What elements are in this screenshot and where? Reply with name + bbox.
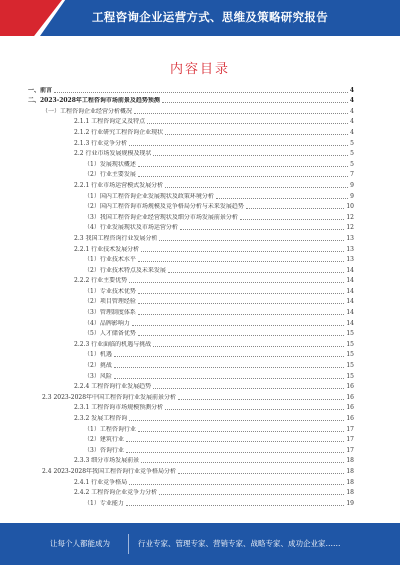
toc-entry-label: 2.2.4 工程咨询行业发展趋势 — [74, 383, 152, 391]
toc-leader-dots — [147, 123, 348, 124]
toc-entry-label: 2.1.2 行业研究工程咨询企业现状 — [74, 128, 164, 136]
toc-leader-dots — [138, 293, 345, 294]
toc-leader-dots — [141, 462, 344, 463]
toc-leader-dots — [132, 325, 345, 326]
toc-entry-page: 12 — [346, 213, 354, 221]
toc-entry-label: 2.2.2 行业主要优势 — [74, 277, 128, 285]
toc-entry-label: 2.2 行业市场发展规模及现状 — [74, 150, 152, 158]
toc-leader-dots — [159, 494, 344, 495]
toc-entry-label: 2.3.1 工程咨询市场规模预测分析 — [74, 404, 164, 412]
toc-entry[interactable] — [28, 179, 354, 190]
toc-entry[interactable] — [28, 222, 354, 233]
toc-entry-page: 15 — [346, 351, 354, 359]
toc-entry[interactable] — [28, 211, 354, 222]
toc-entry-label: （3）管理制度体系 — [84, 309, 136, 317]
toc-entry-label: （3）风险 — [84, 372, 112, 380]
toc-entry-page: 5 — [350, 139, 354, 147]
toc-entry-page: 16 — [346, 404, 354, 412]
toc-leader-dots — [129, 484, 344, 485]
toc-entry[interactable] — [28, 402, 354, 413]
toc-entry-label: （3）我国工程咨询企业经营现状及细分市场发展前景分析 — [84, 213, 238, 221]
toc-entry[interactable] — [28, 190, 354, 201]
toc-entry-label: （一）工程咨询企业经营分析概况 — [42, 107, 133, 115]
toc-entry-page: 15 — [346, 330, 354, 338]
toc-entry-label: 2.2.1 行业技术发展分析 — [74, 245, 140, 253]
toc-entry-page: 5 — [350, 160, 354, 168]
toc-leader-dots — [114, 378, 345, 379]
toc-leader-dots — [138, 335, 345, 336]
toc-entry[interactable] — [28, 126, 354, 137]
toc-entry-label: （3）咨询行业 — [84, 446, 124, 454]
toc-entry-page: 4 — [350, 107, 354, 115]
toc-leader-dots — [138, 303, 345, 304]
toc-entry-page: 18 — [346, 457, 354, 465]
toc-entry-page: 7 — [350, 171, 354, 179]
toc-entry-label: 2.4 2023-2028年我国工程咨询行业竞争格局分析 — [42, 467, 177, 475]
toc-entry-page: 14 — [346, 309, 354, 317]
toc-leader-dots — [141, 251, 344, 252]
toc-entry-label: 2.2.3 行业面临的机遇与挑战 — [74, 340, 152, 348]
toc-entry-page: 9 — [350, 192, 354, 200]
toc-entry[interactable] — [28, 349, 354, 360]
toc-leader-dots — [138, 261, 345, 262]
toc-entry-page: 15 — [346, 362, 354, 370]
toc-leader-dots — [138, 431, 345, 432]
toc-entry-page: 19 — [346, 499, 354, 507]
toc-entry[interactable] — [28, 201, 354, 212]
toc-entry[interactable] — [28, 169, 354, 180]
toc-entry[interactable] — [28, 148, 354, 159]
toc-entry-label: （2）行业技术特点及未来发展 — [84, 266, 166, 274]
report-title: 工程咨询企业运营方式、思维及策略研究报告 — [92, 10, 328, 24]
report-header — [0, 0, 400, 36]
toc-leader-dots — [240, 219, 345, 220]
toc-leader-dots — [129, 145, 348, 146]
toc-leader-dots — [134, 113, 348, 114]
toc-entry-label: 2.1.3 行业竞争分析 — [74, 139, 128, 147]
toc-entry-page: 16 — [346, 393, 354, 401]
toc-entry[interactable] — [28, 296, 354, 307]
toc-entry-label: 2.3 我国工程咨询行业发展分析 — [74, 234, 158, 242]
toc-entry[interactable] — [28, 465, 354, 476]
toc-entry-label: （5）人才储备优势 — [84, 330, 136, 338]
toc-leader-dots — [165, 134, 348, 135]
toc-entry[interactable] — [28, 285, 354, 296]
toc-entry-page: 13 — [346, 256, 354, 264]
toc-entry[interactable] — [28, 95, 354, 106]
toc-leader-dots — [153, 388, 344, 389]
footer-banner — [0, 523, 400, 565]
toc-entry-page: 18 — [346, 489, 354, 497]
toc-entry[interactable] — [28, 116, 354, 127]
toc-leader-dots — [114, 356, 345, 357]
toc-entry-page: 9 — [350, 181, 354, 189]
toc-leader-dots — [246, 208, 345, 209]
toc-leader-dots — [138, 166, 348, 167]
toc-leader-dots — [153, 155, 348, 156]
toc-entry[interactable] — [28, 264, 354, 275]
toc-entry[interactable] — [28, 497, 354, 508]
toc-entry-page: 18 — [346, 478, 354, 486]
toc-leader-dots — [159, 240, 344, 241]
toc-entry-page: 17 — [346, 436, 354, 444]
toc-entry-page: 4 — [350, 128, 354, 136]
toc-entry-label: 二、2023-2028年工程咨询市场前景及趋势预测 — [28, 97, 160, 105]
toc-entry-page: 4 — [350, 118, 354, 126]
toc-entry-label: （1）专业能力 — [84, 499, 124, 507]
toc-entry-label: （2）项目管理经验 — [84, 298, 136, 306]
toc-entry-label: 2.4.1 行业竞争格局 — [74, 478, 128, 486]
toc-leader-dots — [129, 420, 344, 421]
toc-entry[interactable] — [28, 370, 354, 381]
toc-leader-dots — [126, 505, 345, 506]
toc-entry-label: 2.4.2 工程咨询企业竞争力分析 — [74, 489, 158, 497]
toc-entry[interactable] — [28, 412, 354, 423]
toc-entry-page: 4 — [349, 97, 354, 105]
footer-slogan-right: 行业专家、管理专家、营销专家、战略专家、成功企业家…… — [138, 539, 341, 548]
toc-entry-page: 14 — [346, 266, 354, 274]
toc-entry-page: 17 — [346, 446, 354, 454]
toc-entry-label: （1）专业技术优势 — [84, 287, 136, 295]
toc-entry-label: （2）国内工程咨询市场规模及竞争格局分析与未来发展趋势 — [84, 203, 244, 211]
toc-leader-dots — [165, 187, 348, 188]
toc-entry[interactable] — [28, 243, 354, 254]
toc-entry-label: （2）行业主要发展 — [84, 171, 136, 179]
toc-entry[interactable] — [28, 306, 354, 317]
toc-entry-page: 13 — [346, 245, 354, 253]
toc-entry[interactable] — [28, 391, 354, 402]
toc-entry[interactable] — [28, 84, 354, 95]
toc-entry[interactable] — [28, 434, 354, 445]
toc-entry-page: 14 — [346, 287, 354, 295]
toc-entry-page: 14 — [346, 319, 354, 327]
toc-leader-dots — [129, 282, 344, 283]
toc-heading: 内容目录 — [169, 62, 230, 77]
toc-entry-page: 13 — [346, 234, 354, 242]
toc-leader-dots — [178, 399, 344, 400]
toc-entry-label: （2）建筑行业 — [84, 436, 124, 444]
toc-entry-label: （1）国内工程咨询企业发展现状及政策环境分析 — [84, 192, 214, 200]
toc-leader-dots — [165, 409, 344, 410]
toc-entry-page: 5 — [350, 150, 354, 158]
toc-entry-label: （4）行业发展现状及市场运营分析 — [84, 224, 178, 232]
toc-entry-label: （1）行业技术水平 — [84, 256, 136, 264]
footer-slogan-left: 让每个人都能成为 — [50, 539, 110, 548]
toc-entry[interactable] — [28, 105, 354, 116]
toc-entry-page: 17 — [346, 425, 354, 433]
toc-entry-label: 2.3.3 细分市场发展前景 — [74, 457, 140, 465]
toc-entry-page: 15 — [346, 340, 354, 348]
toc-leader-dots — [114, 367, 345, 368]
toc-leader-dots — [138, 314, 345, 315]
toc-entry-label: 一、前言 — [28, 86, 53, 94]
toc-entry-page: 16 — [346, 415, 354, 422]
toc-entry[interactable] — [28, 444, 354, 455]
toc-entry-label: （2）挑战 — [84, 362, 112, 370]
toc-entry-page: 14 — [346, 298, 354, 306]
toc-entry[interactable] — [28, 317, 354, 328]
toc-leader-dots — [126, 452, 345, 453]
toc-entry-page: 12 — [346, 224, 354, 232]
toc-entry-label: （1）工程咨询行业 — [84, 425, 136, 433]
toc-leader-dots — [178, 473, 344, 474]
toc-entry-page: 18 — [346, 467, 354, 475]
toc-leader-dots — [153, 346, 344, 347]
toc-leader-dots — [162, 102, 348, 103]
toc-entry[interactable] — [28, 381, 354, 392]
toc-leader-dots — [54, 92, 348, 93]
toc-entry[interactable] — [28, 423, 354, 434]
table-of-contents — [28, 84, 354, 508]
toc-entry[interactable] — [28, 487, 354, 498]
toc-entry-page: 10 — [346, 203, 354, 211]
toc-entry-label: （4）品牌影响力 — [84, 319, 130, 327]
toc-leader-dots — [180, 229, 345, 230]
toc-entry[interactable] — [28, 158, 354, 169]
toc-entry-label: 2.1.1 工程咨询定义及特点 — [74, 118, 146, 126]
toc-entry[interactable] — [28, 328, 354, 339]
toc-entry-label: 2.2.1 行业市场运营模式发展分析 — [74, 181, 164, 189]
toc-entry-page: 16 — [346, 383, 354, 391]
toc-leader-dots — [168, 272, 345, 273]
footer-divider — [128, 534, 129, 554]
toc-leader-dots — [216, 198, 348, 199]
toc-entry[interactable] — [28, 232, 354, 243]
toc-entry[interactable] — [28, 275, 354, 286]
toc-entry-page: 15 — [346, 372, 354, 380]
toc-leader-dots — [126, 441, 345, 442]
toc-entry-page: 4 — [349, 86, 354, 94]
toc-entry-label: 2.3.2 发展工程咨询 — [74, 415, 128, 422]
toc-entry-label: （1）机遇 — [84, 351, 112, 359]
toc-leader-dots — [138, 176, 348, 177]
toc-entry[interactable] — [28, 476, 354, 487]
toc-entry[interactable] — [28, 254, 354, 265]
toc-entry[interactable] — [28, 338, 354, 349]
toc-entry[interactable] — [28, 455, 354, 466]
toc-entry[interactable] — [28, 359, 354, 370]
toc-entry-page: 14 — [346, 277, 354, 285]
toc-entry-label: 2.3 2023-2028年中国工程咨询行业发展前景分析 — [42, 393, 177, 401]
toc-entry-label: （1）发展现状概述 — [84, 160, 136, 168]
toc-entry[interactable] — [28, 137, 354, 148]
